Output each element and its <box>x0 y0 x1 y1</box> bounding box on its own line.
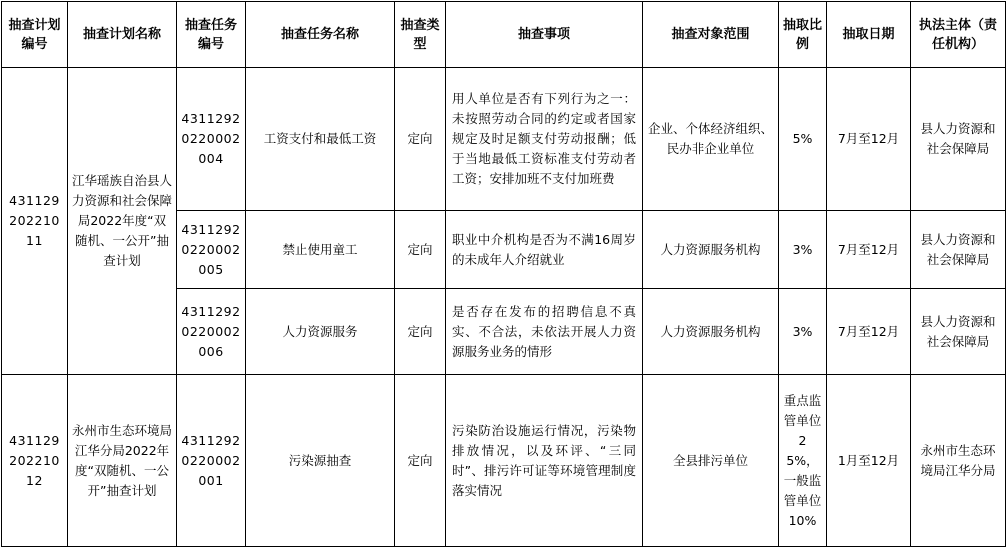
header-sampling-ratio: 抽取比例 <box>779 2 827 68</box>
header-task-name: 抽查任务名称 <box>246 2 395 68</box>
sampling-date: 1月至12月 <box>827 375 911 547</box>
header-task-no: 抽查任务编号 <box>177 2 246 68</box>
check-matter: 职业中介机构是否为不满16周岁的未成年人介绍就业 <box>446 211 643 289</box>
sampling-ratio: 重点监管单位25%，一般监管单位10% <box>779 375 827 547</box>
check-matter: 污染防治设施运行情况，污染物排放情况，以及环评、“三同时”、排污许可证等环境管理制度落实情况 <box>446 375 643 547</box>
plan-number: 431129202210 11 <box>2 68 68 375</box>
task-name: 污染源抽查 <box>246 375 395 547</box>
plan-name: 永州市生态环境局江华分局2022年度“双随机、一公开”抽查计划 <box>68 375 177 547</box>
check-type: 定向 <box>395 68 446 211</box>
sampling-date: 7月至12月 <box>827 211 911 289</box>
task-name: 工资支付和最低工资 <box>246 68 395 211</box>
header-target-scope: 抽查对象范围 <box>643 2 779 68</box>
sampling-ratio: 3% <box>779 211 827 289</box>
sampling-date: 7月至12月 <box>827 68 911 211</box>
task-number: 43112920220002004 <box>177 68 246 211</box>
target-scope: 企业、个体经济组织、民办非企业单位 <box>643 68 779 211</box>
sampling-ratio: 5% <box>779 68 827 211</box>
target-scope: 人力资源服务机构 <box>643 289 779 375</box>
target-scope: 全县排污单位 <box>643 375 779 547</box>
header-plan-name: 抽查计划名称 <box>68 2 177 68</box>
check-type: 定向 <box>395 375 446 547</box>
enforcement-agency: 县人力资源和社会保障局 <box>911 211 1006 289</box>
task-name: 禁止使用童工 <box>246 211 395 289</box>
check-type: 定向 <box>395 211 446 289</box>
plan-number: 431129202210 12 <box>2 375 68 547</box>
header-row <box>2 2 1006 68</box>
header-sampling-date: 抽取日期 <box>827 2 911 68</box>
enforcement-agency: 永州市生态环境局江华分局 <box>911 375 1006 547</box>
spot-check-plan-table <box>1 1 1006 547</box>
enforcement-agency: 县人力资源和社会保障局 <box>911 289 1006 375</box>
enforcement-agency: 县人力资源和社会保障局 <box>911 68 1006 211</box>
header-check-matter: 抽查事项 <box>446 2 643 68</box>
target-scope: 人力资源服务机构 <box>643 211 779 289</box>
header-enforcement-agency: 执法主体（责任机构） <box>911 2 1006 68</box>
task-name: 人力资源服务 <box>246 289 395 375</box>
task-number: 43112920220002005 <box>177 211 246 289</box>
table-row <box>2 68 1006 211</box>
table-row <box>2 375 1006 547</box>
check-matter: 是否存在发布的招聘信息不真实、不合法，未依法开展人力资源服务业务的情形 <box>446 289 643 375</box>
task-number: 43112920220002001 <box>177 375 246 547</box>
sampling-ratio: 3% <box>779 289 827 375</box>
header-check-type: 抽查类型 <box>395 2 446 68</box>
task-number: 43112920220002006 <box>177 289 246 375</box>
check-type: 定向 <box>395 289 446 375</box>
plan-name: 江华瑶族自治县人力资源和社会保障局2022年度“双随机、一公开”抽查计划 <box>68 68 177 375</box>
sampling-date: 7月至12月 <box>827 289 911 375</box>
check-matter: 用人单位是否有下列行为之一：未按照劳动合同的约定或者国家规定及时足额支付劳动报酬；低于当地最低工资标准支付劳动者工资；安排加班不支付加班费 <box>446 68 643 211</box>
header-plan-no: 抽查计划编号 <box>2 2 68 68</box>
